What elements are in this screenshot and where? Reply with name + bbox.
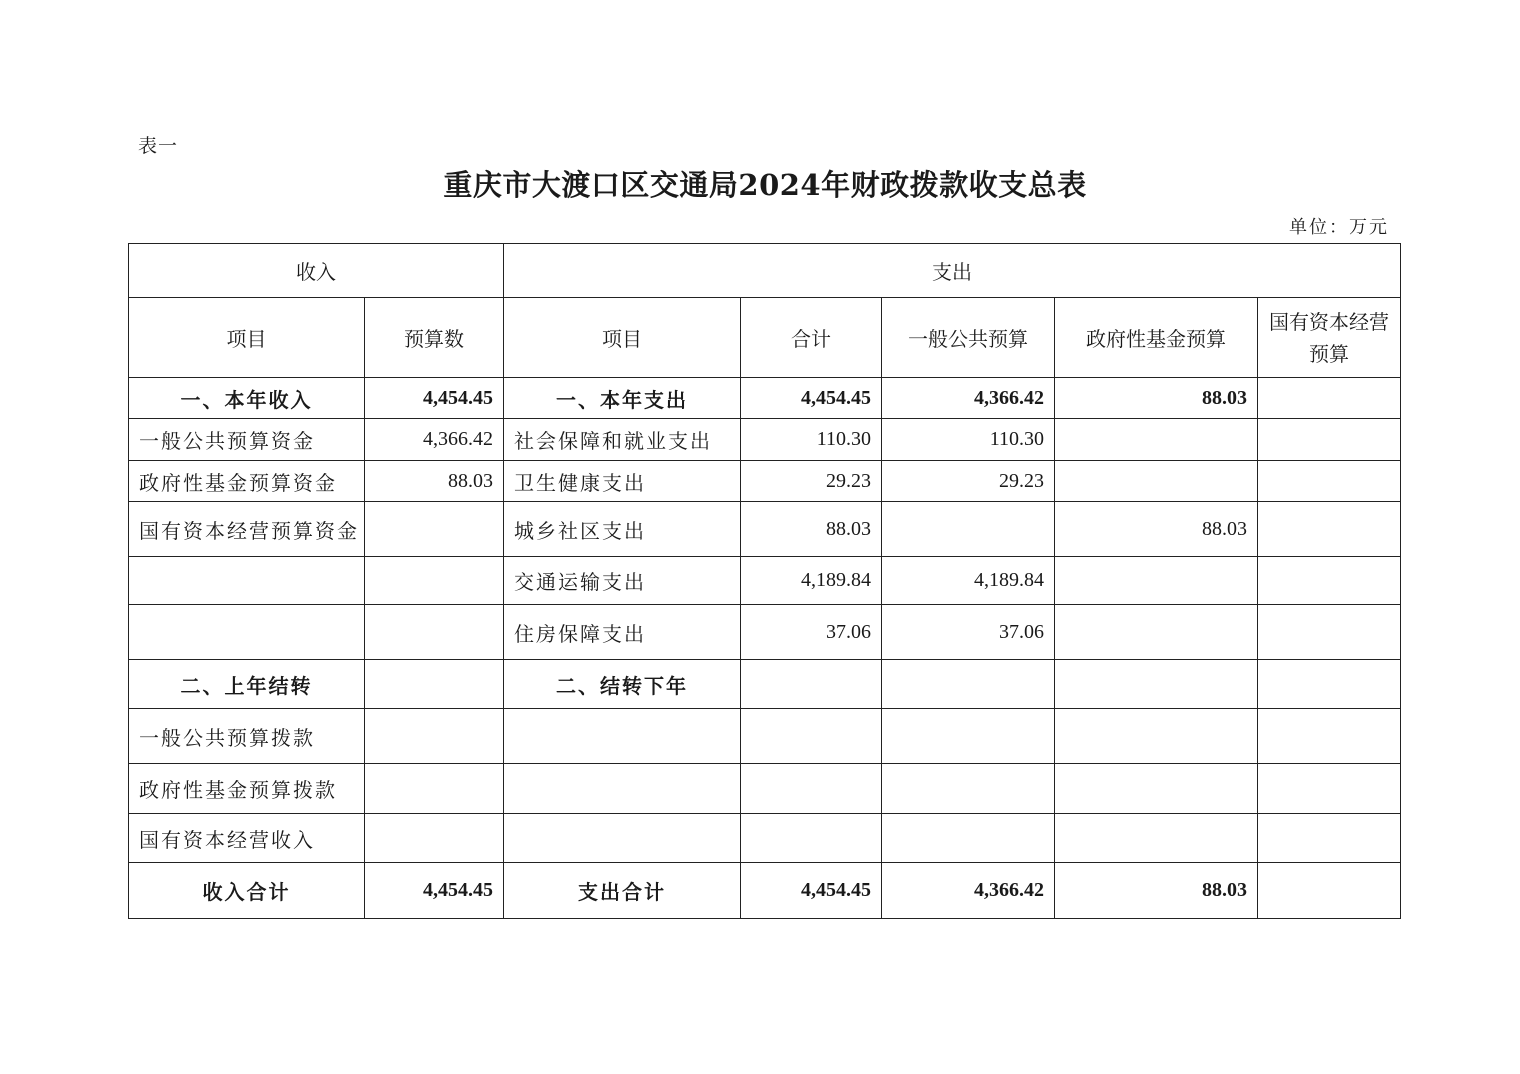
general-budget-header: 一般公共预算 xyxy=(882,298,1055,378)
income-item-cell: 二、上年结转 xyxy=(129,660,365,709)
general-cell: 29.23 xyxy=(882,461,1055,502)
expense-item-cell: 卫生健康支出 xyxy=(504,461,741,502)
fund-cell xyxy=(1055,709,1258,764)
general-cell xyxy=(882,764,1055,814)
income-amount-cell xyxy=(365,502,504,557)
general-total-amount: 4,366.42 xyxy=(882,863,1055,919)
fund-cell xyxy=(1055,660,1258,709)
fund-cell: 88.03 xyxy=(1055,502,1258,557)
capital-cell xyxy=(1258,378,1401,419)
expense-total-amount: 4,454.45 xyxy=(741,863,882,919)
expense-item-cell: 社会保障和就业支出 xyxy=(504,419,741,461)
total-cell: 4,454.45 xyxy=(741,378,882,419)
table-row xyxy=(129,461,1401,502)
fund-cell xyxy=(1055,461,1258,502)
income-amount-cell: 88.03 xyxy=(365,461,504,502)
capital-cell xyxy=(1258,814,1401,863)
table-row xyxy=(129,660,1401,709)
page-title: 重庆市大渡口区交通局2024年财政拨款收支总表 xyxy=(443,168,1087,202)
table-row xyxy=(129,419,1401,461)
total-cell xyxy=(741,764,882,814)
expense-item-cell: 住房保障支出 xyxy=(504,605,741,660)
general-cell xyxy=(882,660,1055,709)
expense-item-cell: 交通运输支出 xyxy=(504,557,741,605)
income-amount-cell xyxy=(365,709,504,764)
general-cell: 110.30 xyxy=(882,419,1055,461)
income-item-header: 项目 xyxy=(129,298,365,378)
income-item-cell: 一、本年收入 xyxy=(129,378,365,419)
capital-cell xyxy=(1258,660,1401,709)
capital-cell xyxy=(1258,764,1401,814)
income-amount-cell xyxy=(365,605,504,660)
header-row-columns xyxy=(129,298,1401,378)
expense-item-cell: 二、结转下年 xyxy=(504,660,741,709)
fund-cell: 88.03 xyxy=(1055,378,1258,419)
income-budget-header: 预算数 xyxy=(365,298,504,378)
expense-header: 支出 xyxy=(504,244,1401,298)
general-cell: 4,366.42 xyxy=(882,378,1055,419)
income-amount-cell xyxy=(365,660,504,709)
income-item-cell: 政府性基金预算拨款 xyxy=(129,764,365,814)
total-cell: 29.23 xyxy=(741,461,882,502)
income-item-cell xyxy=(129,557,365,605)
expense-item-cell xyxy=(504,764,741,814)
table-row xyxy=(129,764,1401,814)
general-cell xyxy=(882,709,1055,764)
income-amount-cell xyxy=(365,764,504,814)
income-amount-cell: 4,454.45 xyxy=(365,378,504,419)
table-row xyxy=(129,814,1401,863)
income-total-amount: 4,454.45 xyxy=(365,863,504,919)
totals-row xyxy=(129,863,1401,919)
expense-total-label: 支出合计 xyxy=(504,863,741,919)
income-item-cell: 一般公共预算拨款 xyxy=(129,709,365,764)
fund-cell xyxy=(1055,419,1258,461)
capital-cell xyxy=(1258,419,1401,461)
income-item-cell: 一般公共预算资金 xyxy=(129,419,365,461)
capital-total-amount xyxy=(1258,863,1401,919)
table-label: 表一 xyxy=(138,135,179,157)
capital-cell xyxy=(1258,709,1401,764)
total-cell xyxy=(741,660,882,709)
capital-cell xyxy=(1258,502,1401,557)
income-item-cell: 国有资本经营预算资金 xyxy=(129,502,365,557)
fund-cell xyxy=(1055,605,1258,660)
gov-fund-budget-header: 政府性基金预算 xyxy=(1055,298,1258,378)
income-item-cell xyxy=(129,605,365,660)
total-cell: 37.06 xyxy=(741,605,882,660)
general-cell xyxy=(882,814,1055,863)
expense-item-cell xyxy=(504,814,741,863)
income-amount-cell xyxy=(365,814,504,863)
general-cell: 37.06 xyxy=(882,605,1055,660)
fund-cell xyxy=(1055,814,1258,863)
income-item-cell: 国有资本经营收入 xyxy=(129,814,365,863)
general-cell xyxy=(882,502,1055,557)
capital-cell xyxy=(1258,605,1401,660)
expense-total-header: 合计 xyxy=(741,298,882,378)
income-item-cell: 政府性基金预算资金 xyxy=(129,461,365,502)
table-row xyxy=(129,557,1401,605)
table-row xyxy=(129,605,1401,660)
expense-item-header: 项目 xyxy=(504,298,741,378)
capital-cell xyxy=(1258,557,1401,605)
income-header: 收入 xyxy=(129,244,504,298)
expense-item-cell xyxy=(504,709,741,764)
income-total-label: 收入合计 xyxy=(129,863,365,919)
total-cell: 110.30 xyxy=(741,419,882,461)
table-row xyxy=(129,502,1401,557)
total-cell xyxy=(741,709,882,764)
expense-item-cell: 城乡社区支出 xyxy=(504,502,741,557)
expense-item-cell: 一、本年支出 xyxy=(504,378,741,419)
fund-cell xyxy=(1055,764,1258,814)
total-cell: 4,189.84 xyxy=(741,557,882,605)
general-cell: 4,189.84 xyxy=(882,557,1055,605)
budget-table xyxy=(128,243,1401,919)
table-row xyxy=(129,378,1401,419)
capital-cell xyxy=(1258,461,1401,502)
fund-total-amount: 88.03 xyxy=(1055,863,1258,919)
unit-note: 单位：万元 xyxy=(1289,217,1389,238)
table-row xyxy=(129,709,1401,764)
fund-cell xyxy=(1055,557,1258,605)
total-cell xyxy=(741,814,882,863)
state-capital-budget-header: 国有资本经营预算 xyxy=(1258,298,1401,378)
income-amount-cell: 4,366.42 xyxy=(365,419,504,461)
total-cell: 88.03 xyxy=(741,502,882,557)
income-amount-cell xyxy=(365,557,504,605)
header-row-top xyxy=(129,244,1401,298)
